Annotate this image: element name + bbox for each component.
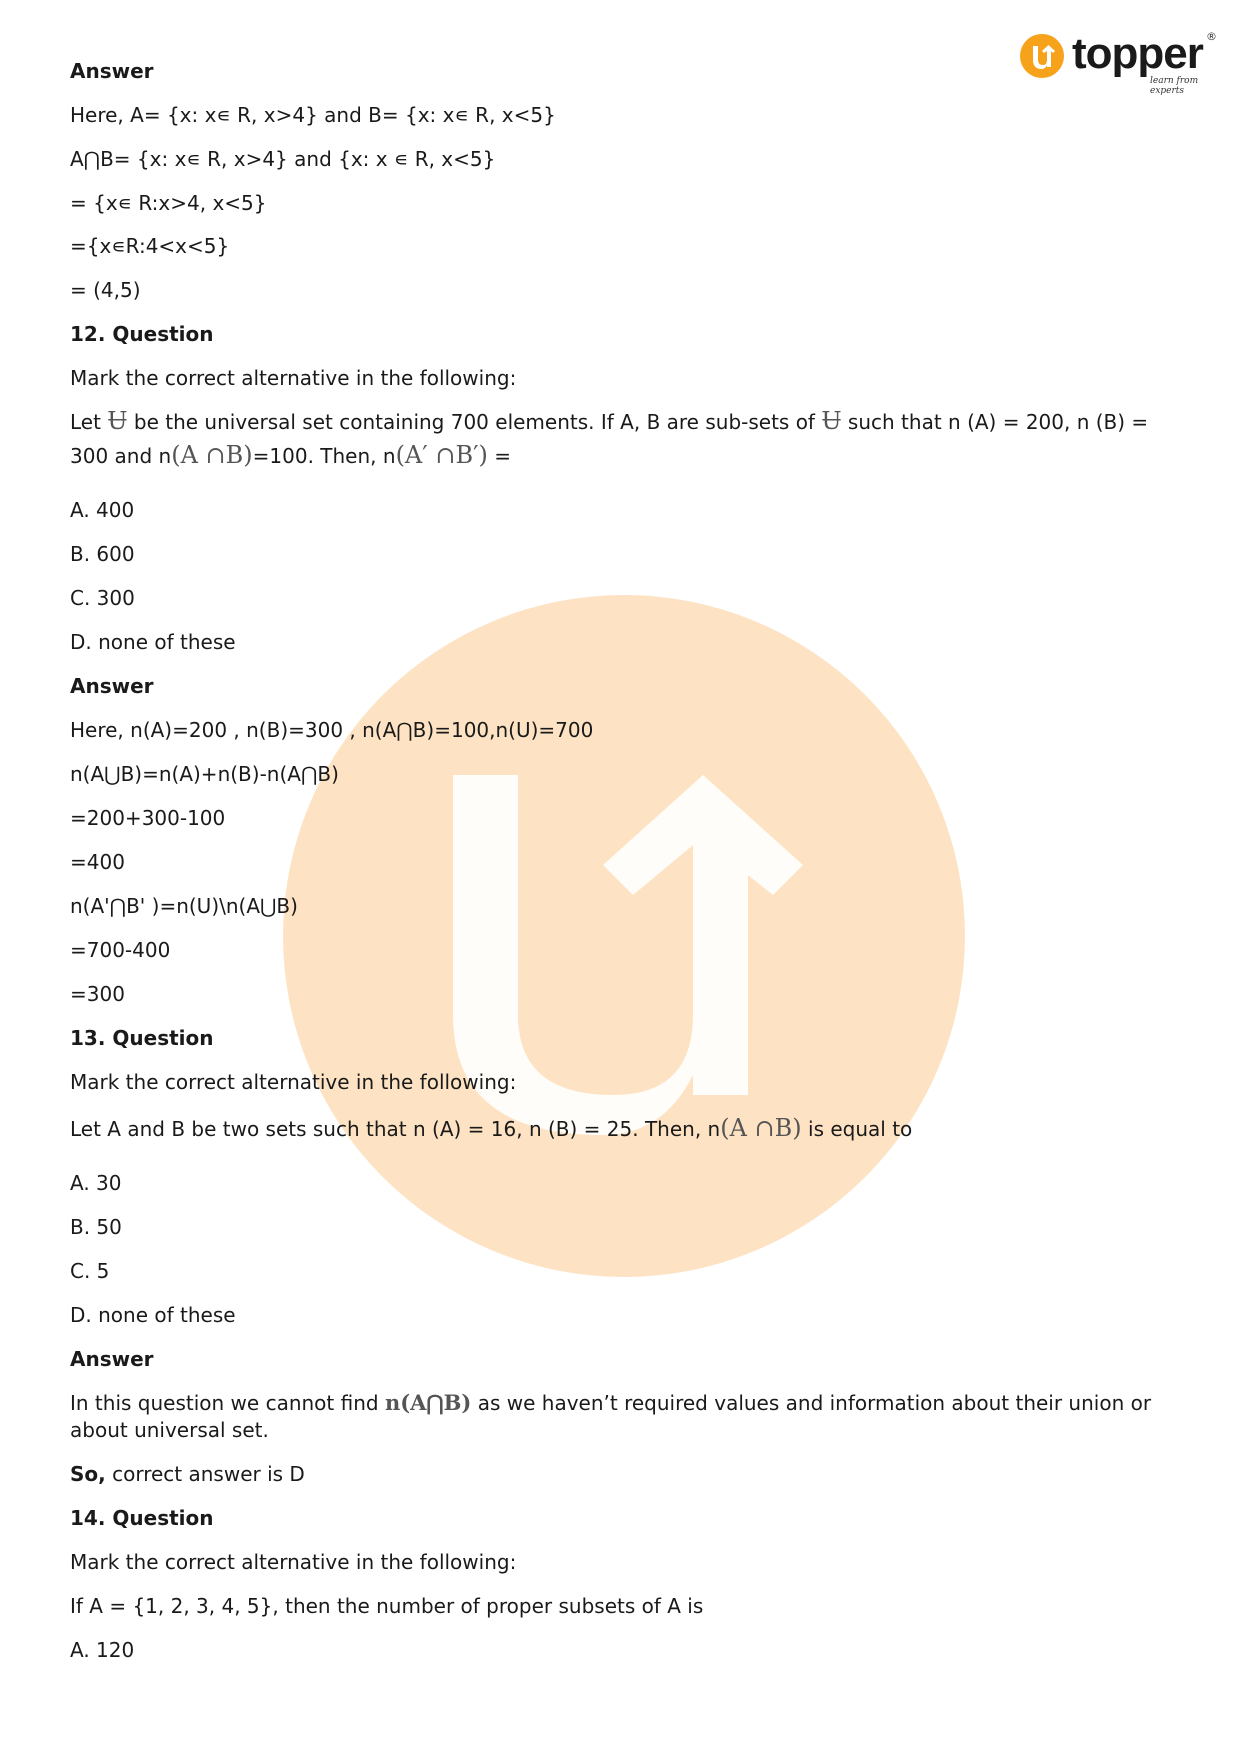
option: A. 400 xyxy=(70,498,135,522)
answer-line: A⋂B= {x: x∊ R, x>4} and {x: x ∊ R, x<5} xyxy=(70,147,496,171)
question-text: If A = {1, 2, 3, 4, 5}, then the number of proper subsets of A is xyxy=(70,1594,704,1618)
logo-wordmark: topper xyxy=(1072,29,1203,78)
math-expression: (A′ ∩B′) xyxy=(395,441,488,469)
answer-line: In this question we cannot find n(A⋂B) as we haven’t required values and information about their union or xyxy=(70,1390,1152,1415)
watermark-logo xyxy=(283,595,965,1277)
topper-logo xyxy=(1020,29,1220,96)
universal-set-symbol: Ʉ xyxy=(107,407,128,435)
option: B. 600 xyxy=(70,542,135,566)
question-heading: 14. Question xyxy=(70,1506,214,1530)
option: D. none of these xyxy=(70,630,236,654)
answer-line: = {x∊ R:x>4, x<5} xyxy=(70,191,267,215)
question-instruction: Mark the correct alternative in the following: xyxy=(70,366,517,390)
option: A. 120 xyxy=(70,1638,135,1662)
question-text: 300 and n(A ∩B)=100. Then, n(A′ ∩B′) = xyxy=(70,441,512,469)
answer-line: So, correct answer is D xyxy=(70,1462,305,1486)
answer-line: =400 xyxy=(70,850,125,874)
math-expression: n(A⋂B) xyxy=(384,1390,472,1415)
question-text: Let Ʉ be the universal set containing 700 elements. If A, B are sub-sets of Ʉ such that n (A) = 200, n (B) = xyxy=(70,407,1149,435)
option: D. none of these xyxy=(70,1303,236,1327)
option: C. 5 xyxy=(70,1259,110,1283)
math-expression: (A ∩B) xyxy=(171,441,253,469)
answer-line: n(A'⋂B' )=n(U)\n(A⋃B) xyxy=(70,894,298,918)
math-expression: (A ∩B) xyxy=(720,1114,802,1142)
answer-line: n(A⋃B)=n(A)+n(B)-n(A⋂B) xyxy=(70,762,339,786)
registered-mark: ® xyxy=(1206,30,1217,43)
topper-badge-icon xyxy=(1020,34,1064,78)
answer-heading: Answer xyxy=(70,59,154,83)
question-heading: 13. Question xyxy=(70,1026,214,1050)
option: A. 30 xyxy=(70,1171,122,1195)
answer-heading: Answer xyxy=(70,674,154,698)
logo-tagline: learn from experts xyxy=(1150,76,1199,96)
answer-line: Here, A= {x: x∊ R, x>4} and B= {x: x∊ R, x<5} xyxy=(70,103,556,127)
question-instruction: Mark the correct alternative in the following: xyxy=(70,1550,517,1574)
question-heading: 12. Question xyxy=(70,322,214,346)
option: C. 300 xyxy=(70,586,135,610)
question-text: Let A and B be two sets such that n (A) = 16, n (B) = 25. Then, n(A ∩B) is equal to xyxy=(70,1114,913,1142)
answer-line: =300 xyxy=(70,982,125,1006)
universal-set-symbol: Ʉ xyxy=(821,407,842,435)
answer-line: =700-400 xyxy=(70,938,171,962)
answer-heading: Answer xyxy=(70,1347,154,1371)
answer-line: Here, n(A)=200 , n(B)=300 , n(A⋂B)=100,n(U)=700 xyxy=(70,718,594,742)
answer-line: = (4,5) xyxy=(70,278,141,302)
answer-line: ={x∊R:4<x<5} xyxy=(70,234,230,258)
option: B. 50 xyxy=(70,1215,122,1239)
answer-line: about universal set. xyxy=(70,1418,269,1442)
question-instruction: Mark the correct alternative in the following: xyxy=(70,1070,517,1094)
answer-line: =200+300-100 xyxy=(70,806,226,830)
